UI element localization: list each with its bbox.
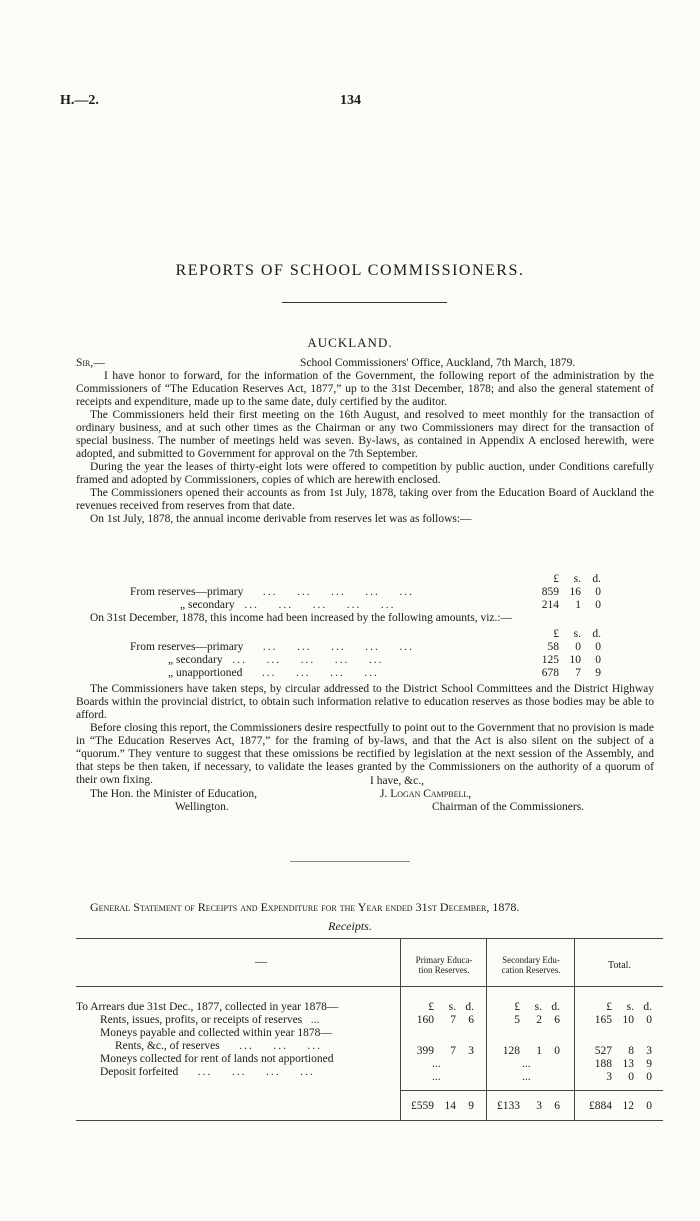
row-label: Moneys payable and collected within year 1878— <box>100 1027 332 1039</box>
primary-amount: 399 7 3 <box>416 1045 474 1057</box>
income2-row-label: „ unapportioned ... ... ... ... <box>168 667 379 679</box>
paragraph-7: The Commissioners have taken steps, by circular addressed to the District School Committees and the District Highway Boards within the provincial district, to obtain such information relative to education reserves as those bodies may be able to afford. <box>76 683 654 721</box>
total-amount: 3 0 0 <box>606 1071 652 1083</box>
report-body-bottom <box>76 683 654 787</box>
income2-row-label: From reserves—primary ... ... ... ... ... <box>130 641 414 653</box>
paragraph-1: I have honor to forward, for the information of the Government, the following report of the administration by the Commissioners of “The Education Reserves Act, 1877,” up to the 31st December, 1878; and also the general statement of receipts and expenditure, made up to the same date, duly certified by the auditor. <box>76 370 654 408</box>
paragraph-5: On 1st July, 1878, the annual income derivable from reserves let was as follows:— <box>90 513 472 525</box>
report-body-top <box>76 370 654 526</box>
primary-amount: ... <box>432 1058 441 1070</box>
secondary-amount: ... <box>522 1071 531 1083</box>
units-primary: £ s. d. <box>428 1001 474 1013</box>
section-heading: AUCKLAND. <box>307 335 393 350</box>
col-total-header: Total. <box>608 960 631 971</box>
secondary-total: £133 3 6 <box>497 1100 560 1112</box>
income2-row-amount: 678 7 9 <box>541 667 601 679</box>
total-amount: 165 10 0 <box>594 1014 652 1026</box>
grand-total: £884 12 0 <box>589 1100 652 1112</box>
salutation: Sir,— <box>76 357 105 369</box>
page-number: 134 <box>340 93 361 108</box>
primary-amount: 160 7 6 <box>416 1014 474 1026</box>
signatory-title: Chairman of the Commissioners. <box>432 801 585 813</box>
row-label: Rents, &c., of reserves ... ... ... <box>115 1040 323 1052</box>
row-label: Rents, issues, profits, or receipts of reserves ... <box>100 1014 320 1026</box>
title-divider <box>282 302 447 303</box>
closing: I have, &c., <box>370 775 424 787</box>
table-bottom-rule <box>76 1120 663 1121</box>
statement-subtitle: Receipts. <box>328 919 372 933</box>
income1-row-amount: 214 1 0 <box>541 599 601 611</box>
addressee-line-2: Wellington. <box>175 801 229 813</box>
total-amount: 527 8 3 <box>594 1045 652 1057</box>
primary-total: £559 14 9 <box>411 1100 474 1112</box>
statement-title: General Statement of Receipts and Expenditure for the Year ended 31st December, 1878. <box>90 900 520 914</box>
paragraph-8: Before closing this report, the Commissioners desire respectfully to point out to the Government that no provision is made in “The Education Reserves Act, 1877,” for the framing of by-laws, and that the Act is also silent on the subject of a “quorum.” They venture to suggest that these omissions be rectified by legislation at the next session of the Assembly, and that steps be then taken, if necessary, to validate the leases granted by the Commissioners on the authority of a quorum of their own fixing. <box>76 722 654 786</box>
header-document-ref: H.—2. <box>60 93 99 108</box>
income1-head: £ s. d. <box>553 573 601 585</box>
col-primary-header: Primary Educa- tion Reserves. <box>415 955 473 975</box>
income1-row-label: From reserves—primary ... ... ... ... ... <box>130 586 414 598</box>
table-col-rule <box>400 938 401 1120</box>
addressee-line-1: The Hon. the Minister of Education, <box>90 788 258 800</box>
paragraph-6: On 31st December, 1878, this income had been increased by the following amounts, viz.:— <box>90 612 513 624</box>
primary-amount: ... <box>432 1071 441 1083</box>
table-col-rule <box>574 938 575 1120</box>
income1-row-label: „ secondary ... ... ... ... ... <box>180 599 396 611</box>
page-title: REPORTS OF SCHOOL COMMISSIONERS. <box>175 262 525 279</box>
units-total: £ s. d. <box>606 1001 652 1013</box>
income2-row-label: „ secondary ... ... ... ... ... <box>168 654 384 666</box>
row-label: Moneys collected for rent of lands not apportioned <box>100 1053 334 1065</box>
paragraph-4: The Commissioners opened their accounts as from 1st July, 1878, taking over from the Education Board of Auckland the revenues received from reserves from that date. <box>76 487 654 512</box>
office-dateline: School Commissioners' Office, Auckland, 7th March, 1879. <box>300 357 576 369</box>
income2-head: £ s. d. <box>553 628 601 640</box>
income1-row-amount: 859 16 0 <box>541 586 601 598</box>
table-total-rule <box>400 1090 663 1091</box>
units-secondary: £ s. d. <box>514 1001 560 1013</box>
col-secondary-header: Secondary Edu- cation Reserves. <box>501 955 561 975</box>
secondary-amount: 5 2 6 <box>514 1014 560 1026</box>
income2-row-amount: 58 0 0 <box>547 641 601 653</box>
income2-row-amount: 125 10 0 <box>541 654 601 666</box>
paragraph-6-block <box>76 612 654 625</box>
total-amount: 188 13 9 <box>594 1058 652 1070</box>
header-dash: — <box>255 954 267 968</box>
secondary-amount: 128 1 0 <box>502 1045 560 1057</box>
row-label: Deposit forfeited ... ... ... ... <box>100 1066 315 1078</box>
signatory: J. Logan Campbell, <box>380 788 472 800</box>
row-label: To Arrears due 31st Dec., 1877, collected in year 1878— <box>76 1001 339 1013</box>
secondary-amount: ... <box>522 1058 531 1070</box>
section-divider <box>290 861 410 862</box>
paragraph-2: The Commissioners held their first meeting on the 16th August, and resolved to meet monthly for the transaction of ordinary business, and at such other times as the Chairman or any two Commissioners may direct for the transaction of special business. The number of meetings held was seven. By-laws, as contained in Appendix A enclosed herewith, were adopted, and submitted to Government for approval on the 7th September. <box>76 409 654 460</box>
table-col-rule <box>486 938 487 1120</box>
paragraph-3: During the year the leases of thirty-eight lots were offered to competition by public auction, under Conditions carefully framed and adopted by Commissioners, copies of which are herewith enclosed. <box>76 461 654 486</box>
